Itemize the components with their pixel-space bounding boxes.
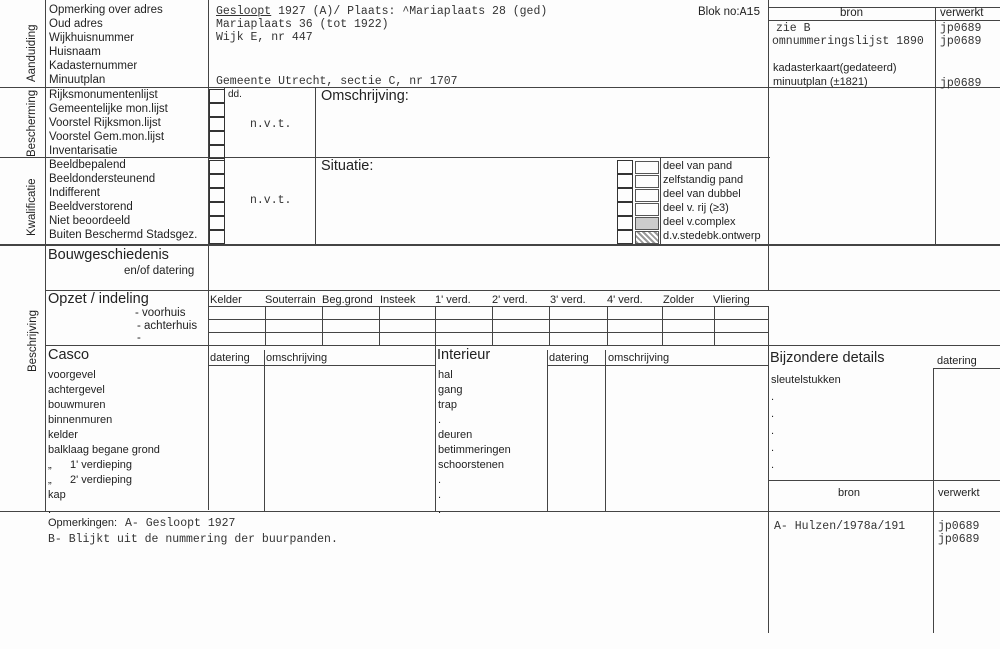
casco-item: kelder	[48, 429, 78, 441]
interieur-item: gang	[438, 384, 463, 396]
casco-item: binnenmuren	[48, 414, 113, 426]
aanduiding-labels	[49, 3, 163, 87]
divider	[768, 480, 1000, 481]
bijzondere-item: .	[771, 391, 775, 403]
bijzondere-item: .	[771, 425, 775, 437]
divider	[208, 245, 209, 510]
checkbox[interactable]	[209, 216, 225, 230]
situatie-label: Situatie:	[321, 158, 374, 174]
opmerkingen-bron: A- Hulzen/1978a/191	[774, 520, 906, 533]
divider	[768, 0, 769, 290]
opmerking-value: 1927 (A)/ Plaats: ^Mariaplaats 28 (ged)	[271, 5, 548, 18]
label: Oud adres	[49, 18, 103, 30]
divider	[492, 306, 493, 345]
bijzondere-item: sleutelstukken	[771, 374, 841, 386]
casco-item: „ 2' verdieping	[48, 474, 133, 486]
verwerkt-item: jp0689	[940, 22, 982, 35]
divider	[935, 8, 936, 245]
opzet-column-header: 1' verd.	[435, 294, 471, 306]
label: Opmerking over adres	[49, 4, 163, 16]
opmerking-line: B- Blijkt uit de nummering der buurpanden.	[48, 533, 338, 546]
blok-label: Blok no:	[698, 6, 740, 18]
checkbox[interactable]	[209, 188, 225, 202]
wijkhuisnummer-value: Wijk E, nr 447	[216, 31, 313, 44]
deel-v-rij-icon	[635, 203, 659, 216]
checkbox[interactable]	[617, 216, 633, 230]
situatie-option: deel v.complex	[663, 216, 736, 228]
divider	[322, 306, 323, 345]
verwerkt-item: jp0689	[940, 77, 982, 90]
divider	[605, 350, 606, 511]
label: Rijksmonumentenlijst	[49, 89, 158, 101]
divider	[45, 345, 1000, 346]
opzet-column-header: 2' verd.	[492, 294, 528, 306]
bescherming-labels	[49, 88, 168, 158]
label: Inventarisatie	[49, 145, 118, 157]
section-label-beschrijving: Beschrijving	[27, 310, 39, 372]
interieur-label: Interieur	[437, 347, 491, 363]
divider	[264, 350, 265, 511]
checkbox[interactable]	[209, 131, 225, 145]
bouwgeschiedenis-label: Bouwgeschiedenis	[48, 247, 169, 263]
stedebouwkundig-ontwerp-icon	[635, 231, 659, 244]
datering-header: datering	[549, 352, 589, 364]
bijzondere-items	[771, 372, 841, 474]
casco-item: voorgevel	[48, 369, 96, 381]
label: Minuutplan	[49, 74, 106, 86]
oud-adres-value: Mariaplaats 36 (tot 1922)	[216, 18, 389, 31]
divider	[208, 306, 209, 345]
bron-header: bron	[838, 487, 861, 499]
divider	[714, 306, 715, 345]
checkbox[interactable]	[617, 160, 633, 174]
situatie-option: deel van dubbel	[663, 188, 741, 200]
divider	[547, 350, 548, 511]
datering-sublabel: en/of datering	[124, 265, 195, 277]
opzet-column-header: Beg.grond	[322, 294, 373, 306]
opzet-column-header: Insteek	[380, 294, 416, 306]
divider	[768, 306, 769, 345]
checkbox[interactable]	[617, 230, 633, 244]
situatie-option: d.v.stedebk.ontwerp	[663, 230, 761, 242]
deel-van-pand-icon	[635, 161, 659, 174]
situatie-option: deel v. rij (≥3)	[663, 202, 729, 214]
divider	[0, 244, 1000, 246]
divider	[768, 345, 769, 633]
divider	[662, 306, 663, 345]
label: Niet beoordeeld	[49, 215, 131, 227]
divider	[607, 306, 608, 345]
divider	[208, 319, 768, 320]
divider	[435, 306, 436, 345]
checkbox[interactable]	[209, 160, 225, 174]
bron-item: omnummeringslijst 1890	[772, 35, 924, 48]
divider	[208, 365, 435, 366]
casco-items	[48, 368, 160, 518]
interieur-item: .	[438, 474, 442, 486]
label: Huisnaam	[49, 46, 101, 58]
verwerkt-header: verwerkt	[938, 487, 980, 499]
section-label-kwalificatie: Kwalificatie	[26, 178, 38, 236]
bijzondere-item: .	[771, 442, 775, 454]
omschrijving-header: omschrijving	[266, 352, 328, 364]
interieur-item: betimmeringen	[438, 444, 511, 456]
section-label-aanduiding: Aanduiding	[26, 24, 38, 82]
checkbox[interactable]	[209, 145, 225, 159]
verwerkt-item: jp0689	[940, 35, 982, 48]
verwerkt-item: jp0689	[938, 533, 980, 546]
opzet-column-header: Souterrain	[265, 294, 316, 306]
dd-label: dd.	[228, 89, 242, 100]
opzet-row-label: - voorhuis	[135, 307, 186, 319]
checkbox[interactable]	[617, 174, 633, 188]
verwerkt-item: jp0689	[938, 520, 980, 533]
zelfstandig-pand-icon	[635, 175, 659, 188]
situatie-option: zelfstandig pand	[663, 174, 744, 186]
label: Gemeentelijke mon.lijst	[49, 103, 168, 115]
divider	[379, 306, 380, 345]
opzet-column-header: Vliering	[713, 294, 750, 306]
bron-item: minuutplan (±1821)	[773, 76, 868, 88]
label: Indifferent	[49, 187, 100, 199]
interieur-items	[438, 368, 511, 518]
casco-item: .	[48, 504, 52, 516]
minuutplan-value: Gemeente Utrecht, sectie C, nr 1707	[216, 75, 458, 88]
interieur-item: deuren	[438, 429, 473, 441]
situatie-option: deel van pand	[663, 160, 733, 172]
interieur-item: schoorstenen	[438, 459, 505, 471]
interieur-item: hal	[438, 369, 453, 381]
divider	[45, 0, 46, 511]
omschrijving-label: Omschrijving:	[321, 88, 409, 104]
casco-item: balklaag begane grond	[48, 444, 160, 456]
deel-v-complex-icon	[635, 217, 659, 230]
casco-item: bouwmuren	[48, 399, 106, 411]
section-label-bescherming: Bescherming	[26, 89, 38, 157]
blok-value: A15	[739, 6, 761, 19]
bron-header: bron	[840, 7, 864, 19]
divider	[265, 306, 266, 345]
opmerking-prefix: Gesloopt	[216, 5, 272, 18]
interieur-item: .	[438, 414, 442, 426]
checkbox[interactable]	[617, 188, 633, 202]
bron-item: zie B	[776, 22, 811, 35]
checkbox[interactable]	[209, 230, 225, 244]
divider	[933, 368, 934, 633]
checkbox[interactable]	[209, 103, 225, 117]
interieur-item: trap	[438, 399, 457, 411]
casco-item: achtergevel	[48, 384, 105, 396]
interieur-item: .	[438, 489, 442, 501]
opzet-row-label: -	[137, 332, 141, 344]
divider	[45, 290, 1000, 291]
checkbox[interactable]	[617, 202, 633, 216]
bijzondere-item: .	[771, 408, 775, 420]
opmerkingen-label: Opmerkingen:	[48, 517, 118, 529]
bijzondere-item: .	[771, 459, 775, 471]
datering-header: datering	[210, 352, 250, 364]
casco-item: kap	[48, 489, 66, 501]
interieur-item: .	[438, 504, 442, 516]
datering-header: datering	[937, 355, 977, 367]
kwalificatie-value: n.v.t.	[250, 194, 292, 207]
divider	[933, 368, 1000, 369]
divider	[208, 332, 768, 333]
opzet-column-header: Zolder	[663, 294, 695, 306]
divider	[768, 20, 1000, 21]
checkbox[interactable]	[209, 174, 225, 188]
label: Beeldondersteunend	[49, 173, 156, 185]
label: Beeldverstorend	[49, 201, 133, 213]
bron-item: kadasterkaart(gedateerd)	[773, 62, 897, 74]
divider	[660, 158, 661, 245]
kwalificatie-labels	[49, 158, 197, 242]
label: Beeldbepalend	[49, 159, 126, 171]
checkbox[interactable]	[209, 117, 225, 131]
checkbox[interactable]	[209, 202, 225, 216]
opzet-row-label: - achterhuis	[137, 320, 198, 332]
divider	[549, 306, 550, 345]
bescherming-value: n.v.t.	[250, 118, 292, 131]
divider	[547, 365, 768, 366]
label: Kadasternummer	[49, 60, 138, 72]
opzet-column-header: Kelder	[210, 294, 242, 306]
opzet-column-header: 3' verd.	[550, 294, 586, 306]
omschrijving-header: omschrijving	[608, 352, 670, 364]
deel-van-dubbel-icon	[635, 189, 659, 202]
label: Buiten Beschermd Stadsgez.	[49, 229, 198, 241]
label: Voorstel Gem.mon.lijst	[49, 131, 165, 143]
label: Wijkhuisnummer	[49, 32, 134, 44]
divider	[208, 306, 768, 307]
label: Voorstel Rijksmon.lijst	[49, 117, 161, 129]
checkbox[interactable]	[209, 89, 225, 103]
opzet-column-header: 4' verd.	[607, 294, 643, 306]
opzet-label: Opzet / indeling	[48, 291, 149, 307]
verwerkt-header: verwerkt	[940, 7, 984, 19]
divider	[435, 345, 436, 511]
casco-label: Casco	[48, 347, 90, 363]
divider	[315, 87, 316, 245]
opmerking-line: A- Gesloopt 1927	[125, 517, 236, 530]
casco-item: „ 1' verdieping	[48, 459, 133, 471]
bijzondere-details-label: Bijzondere details	[770, 350, 885, 366]
situatie-options	[663, 159, 761, 243]
